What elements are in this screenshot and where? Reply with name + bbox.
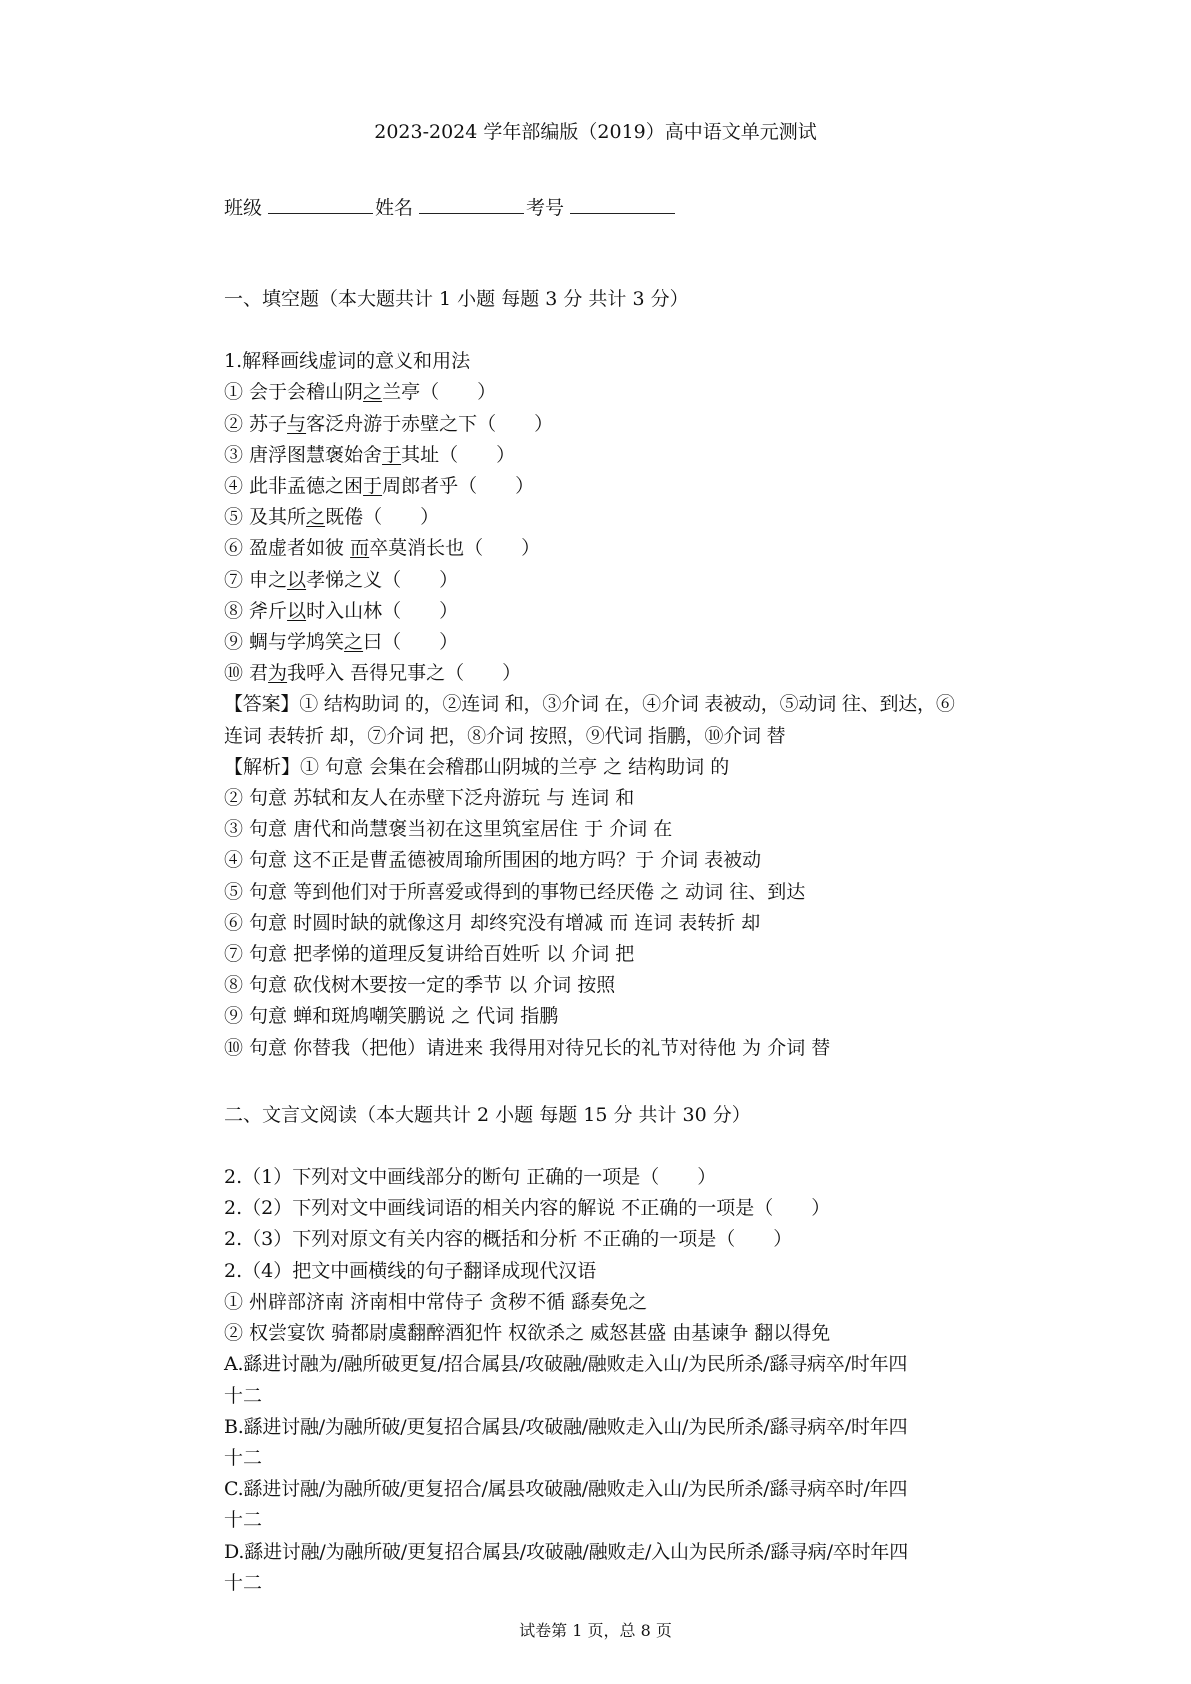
underlined-word: 以 [287,568,307,591]
option-c: C.繇进讨融/为融所破/更复招合/属县攻破融/融败走入山/为民所杀/繇寻病卒时/年四 [224,1478,908,1501]
question-item: ③ 唐浮图慧褒始舍于其址（ ） [224,443,516,466]
underlined-word: 为 [268,662,288,685]
name-blank [419,193,524,214]
option-b-cont: 十二 [224,1446,263,1469]
question-item: ① 会于会稽山阴之兰亭（ ） [224,381,497,404]
name-label: 姓名 [375,197,414,219]
question-2-line: 2.（3）下列对原文有关内容的概括和分析 不正确的一项是（ ） [224,1228,793,1251]
answer-line: 连词 表转折 却，⑦介词 把，⑧介词 按照，⑨代词 指鹏，⑩介词 替 [224,724,786,747]
underlined-word: 与 [287,412,307,435]
option-d: D.繇进讨融/为融所破/更复招合属县/攻破融/融败走/入山为民所杀/繇寻病/卒时年四 [224,1540,909,1563]
question-item: ② 苏子与客泛舟游于赤壁之下（ ） [224,412,554,435]
question-1-stem: 1.解释画线虚词的意义和用法 [224,350,471,373]
student-info-row [224,193,1024,222]
question-item: ⑨ 蜩与学鸠笑之曰（ ） [224,631,459,654]
analysis-line: ⑨ 句意 蝉和斑鸠嘲笑鹏说 之 代词 指鹏 [224,1005,559,1028]
analysis-line: ③ 句意 唐代和尚慧褒当初在这里筑室居住 于 介词 在 [224,818,673,841]
option-b: B.繇进讨融/为融所破/更复招合属县/攻破融/融败走入山/为民所杀/繇寻病卒/时年四 [224,1415,908,1438]
underlined-word: 于 [382,443,402,466]
option-d-cont: 十二 [224,1571,263,1594]
class-label: 班级 [224,197,263,219]
section-2-title: 二、文言文阅读（本大题共计 2 小题 每题 15 分 共计 30 分） [224,1103,751,1126]
question-2-line: 2.（1）下列对文中画线部分的断句 正确的一项是（ ） [224,1166,717,1189]
question-item: ⑤ 及其所之既倦（ ） [224,506,440,529]
class-blank [268,193,373,214]
underlined-word: 之 [344,631,364,654]
underlined-word: 于 [363,475,383,498]
number-blank [570,193,675,214]
analysis-line: ⑦ 句意 把孝悌的道理反复讲给百姓听 以 介词 把 [224,943,635,966]
analysis-line: ⑤ 句意 等到他们对于所喜爱或得到的事物已经厌倦 之 动词 往、到达 [224,880,806,903]
number-label: 考号 [526,197,565,219]
section-1-title: 一、填空题（本大题共计 1 小题 每题 3 分 共计 3 分） [224,288,689,310]
exam-content [224,284,1024,1599]
analysis-line: ⑧ 句意 砍伐树木要按一定的季节 以 介词 按照 [224,974,616,997]
question-item: ⑧ 斧斤以时入山林（ ） [224,599,459,622]
question-2-line: ② 权尝宴饮 骑都尉虞翻醉酒犯忤 权欲杀之 威怒甚盛 由基谏争 翻以得免 [224,1322,831,1345]
question-2-line: ① 州辟部济南 济南相中常侍子 贪秽不循 繇奏免之 [224,1290,648,1313]
underlined-word: 而 [350,537,370,560]
option-a: A.繇进讨融为/融所破更复/招合属县/攻破融/融败走入山/为民所杀/繇寻病卒/时年四 [224,1353,908,1376]
question-2-line: 2.（2）下列对文中画线词语的相关内容的解说 不正确的一项是（ ） [224,1197,831,1220]
question-item: ⑩ 君为我呼入 吾得兄事之（ ） [224,662,522,685]
option-a-cont: 十二 [224,1384,263,1407]
analysis-line: 【解析】① 句意 会集在会稽郡山阴城的兰亭 之 结构助词 的 [224,755,730,778]
page-title: 2023-2024 学年部编版（2019）高中语文单元测试 [374,121,817,143]
question-2-line: 2.（4）把文中画横线的句子翻译成现代汉语 [224,1259,597,1282]
analysis-line: ⑥ 句意 时圆时缺的就像这月 却终究没有增减 而 连词 表转折 却 [224,911,761,934]
answer-line: 【答案】① 结构助词 的，②连词 和，③介词 在，④介词 表被动，⑤动词 往、到达，⑥ [224,693,955,716]
analysis-line: ④ 句意 这不正是曹孟德被周瑜所围困的地方吗？于 介词 表被动 [224,849,762,872]
question-item: ⑦ 申之以孝悌之义（ ） [224,568,459,591]
analysis-line: ② 句意 苏轼和友人在赤壁下泛舟游玩 与 连词 和 [224,787,635,810]
option-c-cont: 十二 [224,1509,263,1532]
underlined-word: 以 [287,599,307,622]
analysis-line: ⑩ 句意 你替我（把他）请进来 我得用对待兄长的礼节对待他 为 介词 替 [224,1036,831,1059]
page-footer: 试卷第 1 页，总 8 页 [519,1621,672,1640]
question-item: ⑥ 盈虚者如彼 而卒莫消长也（ ） [224,537,541,560]
underlined-word: 之 [363,381,383,404]
question-item: ④ 此非孟德之困于周郎者乎（ ） [224,475,535,498]
underlined-word: 之 [306,506,326,529]
